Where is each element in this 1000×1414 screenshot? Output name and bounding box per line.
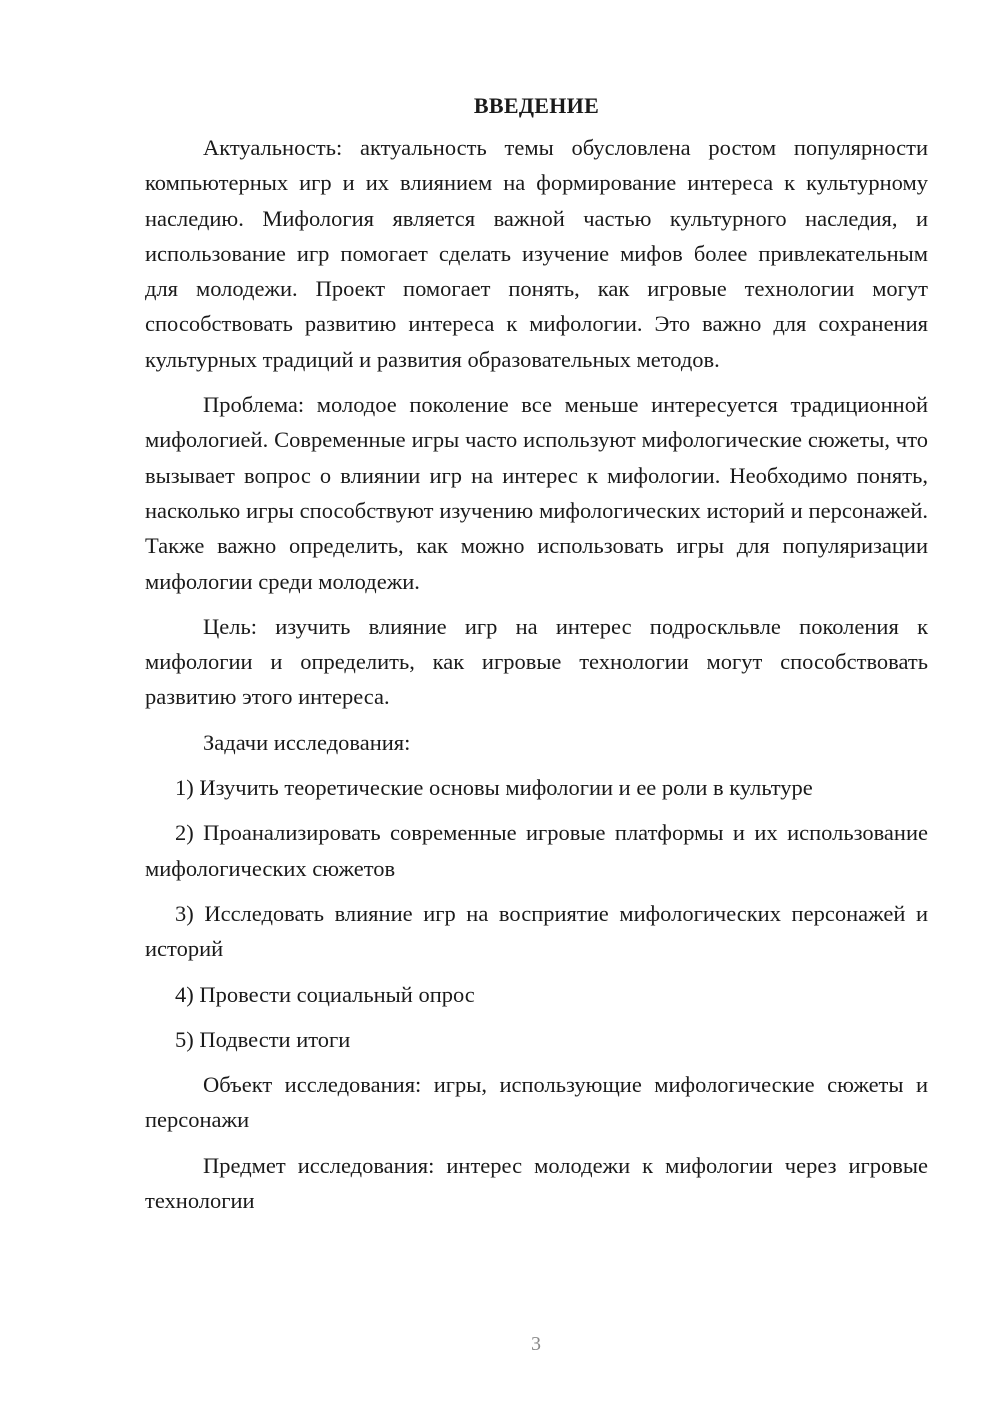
document-page [145,92,928,1228]
task-item-1: 1) Изучить теоретические основы мифологии и ее роли в культуре [175,775,813,801]
section-heading: ВВЕДЕНИЕ [473,93,600,118]
problem-paragraph: Проблема: молодое поколение все меньше интересуется традиционной мифологией. Современные игры часто используют мифологические сюжеты, что вызывает вопрос о влиянии игр на интерес к мифологии. Необходимо понять, насколько игры способствуют изучению мифологических историй и персонажей. Также важно определить, как можно использовать игры для популяризации мифологии среди молодежи. [145,392,928,594]
subject-paragraph: Предмет исследования: интерес молодежи к мифологии через игровые технологии [145,1152,928,1214]
relevance-paragraph: Актуальность: актуальность темы обусловлена ростом популярности компьютерных игр и их влиянием на формирование интереса к культурному наследию. Мифология является важной частью культурного наследия, и использование игр помогает сделать изучение мифов более привлекательным для молодежи. Проект помогает понять, как игровые технологии могут способствовать развитию интереса к мифологии. Это важно для сохранения культурных традиций и развития образовательных методов. [145,135,928,372]
task-item-2: 2) Проанализировать современные игровые платформы и их использование мифологических сюжетов [145,820,928,881]
page-number: 3 [531,1333,541,1355]
tasks-heading: Задачи исследования: [203,729,411,755]
task-item-3: 3) Исследовать влияние игр на восприятие мифологических персонажей и историй [145,900,928,962]
task-item-5: 5) Подвести итоги [175,1026,351,1052]
object-paragraph: Объект исследования: игры, использующие мифологические сюжеты и персонажи [145,1072,928,1133]
goal-paragraph: Цель: изучить влияние игр на интерес подроскльвле поколения к мифологии и определить, как игровые технологии могут способствовать развитию этого интереса. [145,613,928,710]
task-item-4: 4) Провести социальный опрос [175,981,475,1007]
